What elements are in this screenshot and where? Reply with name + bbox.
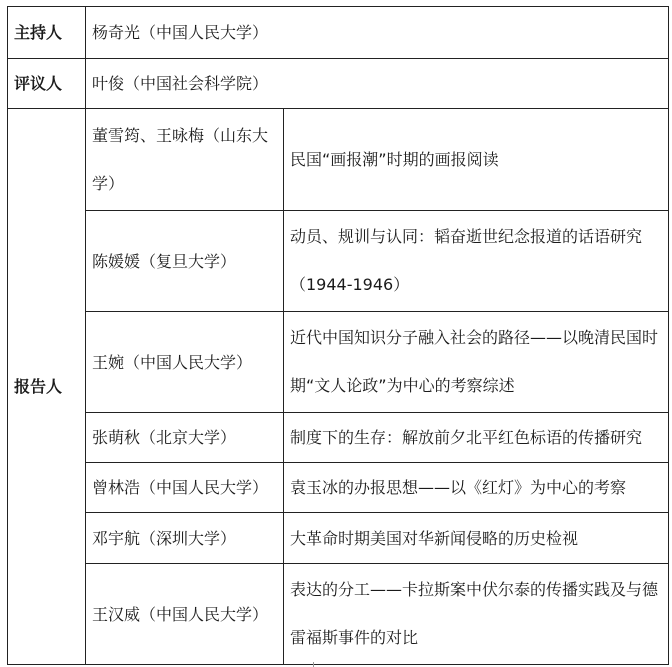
table-row <box>8 312 669 413</box>
commentator-role: 评议人 <box>8 59 86 109</box>
table-row <box>8 211 669 312</box>
host-row <box>8 7 669 59</box>
reporter-title: 表达的分工——卡拉斯案中伏尔泰的传播实践及与德雷福斯事件的对比 <box>284 564 669 665</box>
commentator-row <box>8 59 669 109</box>
table-row <box>8 413 669 463</box>
reporter-name: 张萌秋（北京大学） <box>86 413 284 463</box>
table-row <box>8 109 669 211</box>
reporter-title: 近代中国知识分子融入社会的路径——以晚清民国时期“文人论政”为中心的考察综述 <box>284 312 669 413</box>
reporter-name: 王婉（中国人民大学） <box>86 312 284 413</box>
schedule-table <box>7 6 669 665</box>
table-row <box>8 463 669 513</box>
reporter-title: 制度下的生存：解放前夕北平红色标语的传播研究 <box>284 413 669 463</box>
table-row <box>8 513 669 564</box>
reporter-name: 董雪筠、王咏梅（山东大学） <box>86 109 284 211</box>
reporter-title: 袁玉冰的办报思想——以《红灯》为中心的考察 <box>284 463 669 513</box>
host-name: 杨奇光（中国人民大学） <box>86 7 669 59</box>
table-row <box>8 564 669 665</box>
table-tail-divider <box>313 662 314 667</box>
reporter-name: 曾林浩（中国人民大学） <box>86 463 284 513</box>
reporter-title: 民国“画报潮”时期的画报阅读 <box>284 109 669 211</box>
reporter-name: 王汉威（中国人民大学） <box>86 564 284 665</box>
reporters-role: 报告人 <box>8 109 86 665</box>
commentator-name: 叶俊（中国社会科学院） <box>86 59 669 109</box>
reporter-name: 邓宇航（深圳大学） <box>86 513 284 564</box>
reporter-title: 动员、规训与认同：韬奋逝世纪念报道的话语研究（1944-1946） <box>284 211 669 312</box>
reporter-name: 陈媛媛（复旦大学） <box>86 211 284 312</box>
host-role: 主持人 <box>8 7 86 59</box>
reporter-title: 大革命时期美国对华新闻侵略的历史检视 <box>284 513 669 564</box>
